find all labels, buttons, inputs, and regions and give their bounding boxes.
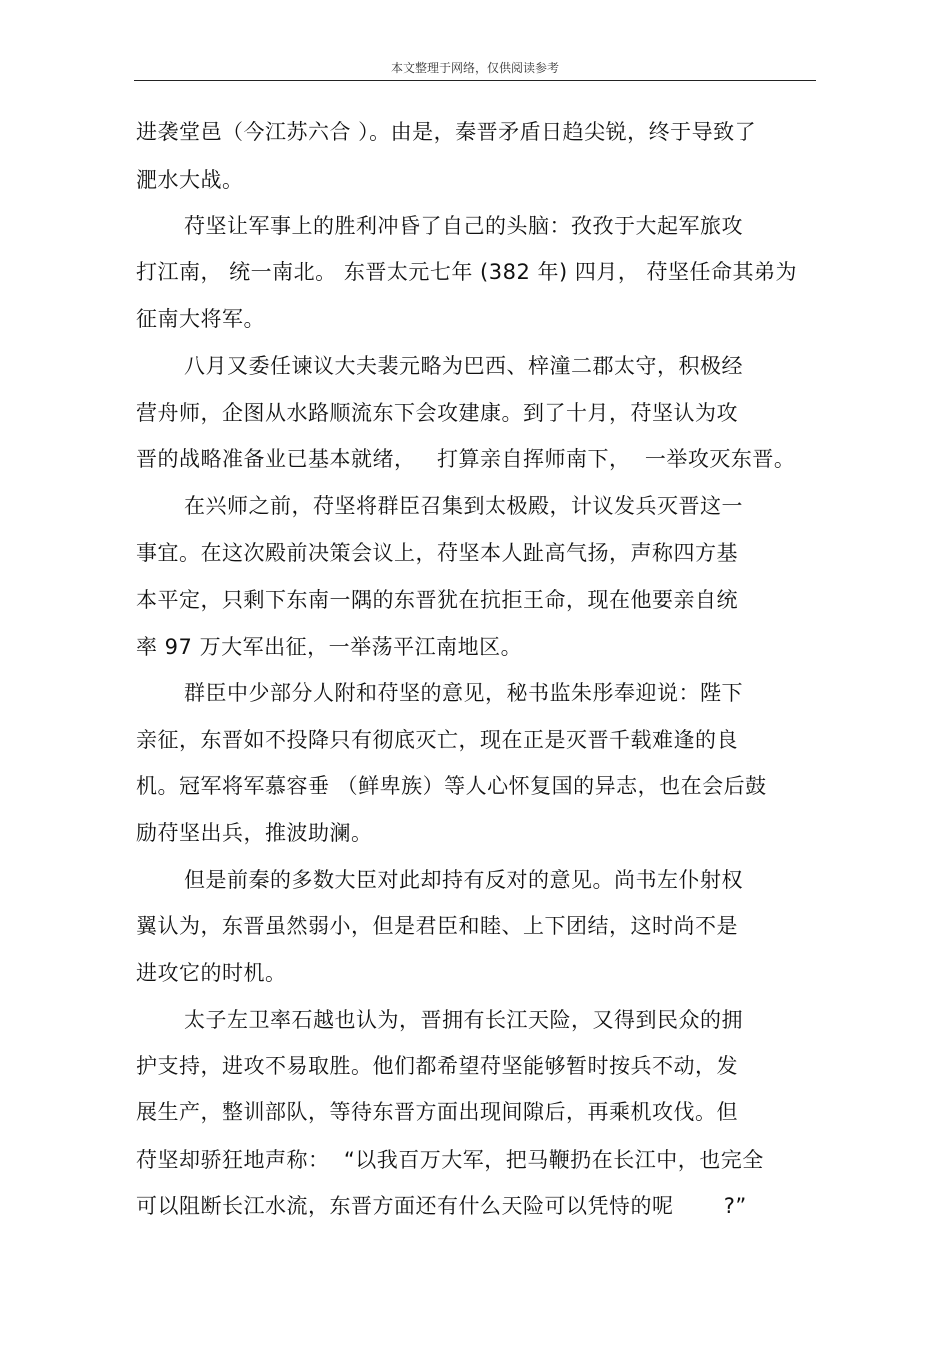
text-line: 太子左卫率石越也认为，晋拥有长江天险，又得到民众的拥 — [184, 1008, 743, 1032]
text-line: 率 97 万大军出征，一举荡平江南地区。 — [136, 635, 523, 659]
text-line: 苻坚却骄狂地声称： “以我百万大军，把马鞭扔在长江中，也完全 — [136, 1148, 764, 1172]
text-line: 晋的战略准备业已基本就绪， 打算亲自挥师南下， 一举攻灭东晋。 — [136, 447, 796, 471]
text-line: 在兴师之前，苻坚将群臣召集到太极殿，计议发兵灭晋这一 — [184, 494, 743, 518]
text-line: 打江南， 统一南北。 东晋太元七年 (382 年) 四月， 苻坚任命其弟为 — [136, 260, 798, 284]
text-line: 展生产，整训部队，等待东晋方面出现间隙后，再乘机攻伐。但 — [136, 1100, 738, 1124]
text-line: 进袭堂邑（今江苏六合 ）。由是，秦晋矛盾日趋尖锐，终于导致了 — [136, 120, 757, 144]
text-line: 群臣中少部分人附和苻坚的意见，秘书监朱彤奉迎说：陛下 — [184, 681, 743, 705]
text-line: 事宜。在这次殿前决策会议上，苻坚本人趾高气扬，声称四方基 — [136, 541, 738, 565]
text-line: 护支持，进攻不易取胜。他们都希望苻坚能够暂时按兵不动，发 — [136, 1054, 738, 1078]
text-line: 苻坚让军事上的胜利冲昏了自己的头脑：孜孜于大起军旅攻 — [184, 214, 743, 238]
page-header: 本文整理于网络，仅供阅读参考 — [390, 61, 559, 75]
text-line: 励苻坚出兵，推波助澜。 — [136, 821, 373, 845]
text-line: 可以阻断长江水流，东晋方面还有什么天险可以凭恃的呢 ?” — [136, 1194, 747, 1218]
text-line: 进攻它的时机。 — [136, 961, 287, 985]
text-line: 机。冠军将军慕容垂 （鲜卑族）等人心怀复国的异志，也在会后鼓 — [136, 774, 767, 798]
header-divider — [134, 80, 816, 81]
text-line: 本平定，只剩下东南一隅的东晋犹在抗拒王命，现在他要亲自统 — [136, 588, 738, 612]
text-line: 淝水大战。 — [136, 168, 244, 192]
text-line: 亲征，东晋如不投降只有彻底灭亡，现在正是灭晋千载难逢的良 — [136, 728, 738, 752]
text-line: 翼认为，东晋虽然弱小，但是君臣和睦、上下团结，这时尚不是 — [136, 914, 738, 938]
text-line: 营舟师，企图从水路顺流东下会攻建康。到了十月，苻坚认为攻 — [136, 401, 738, 425]
text-line: 八月又委任谏议大夫裴元略为巴西、梓潼二郡太守，积极经 — [184, 354, 743, 378]
text-line: 征南大将军。 — [136, 307, 265, 331]
text-line: 但是前秦的多数大臣对此却持有反对的意见。尚书左仆射权 — [184, 868, 743, 892]
